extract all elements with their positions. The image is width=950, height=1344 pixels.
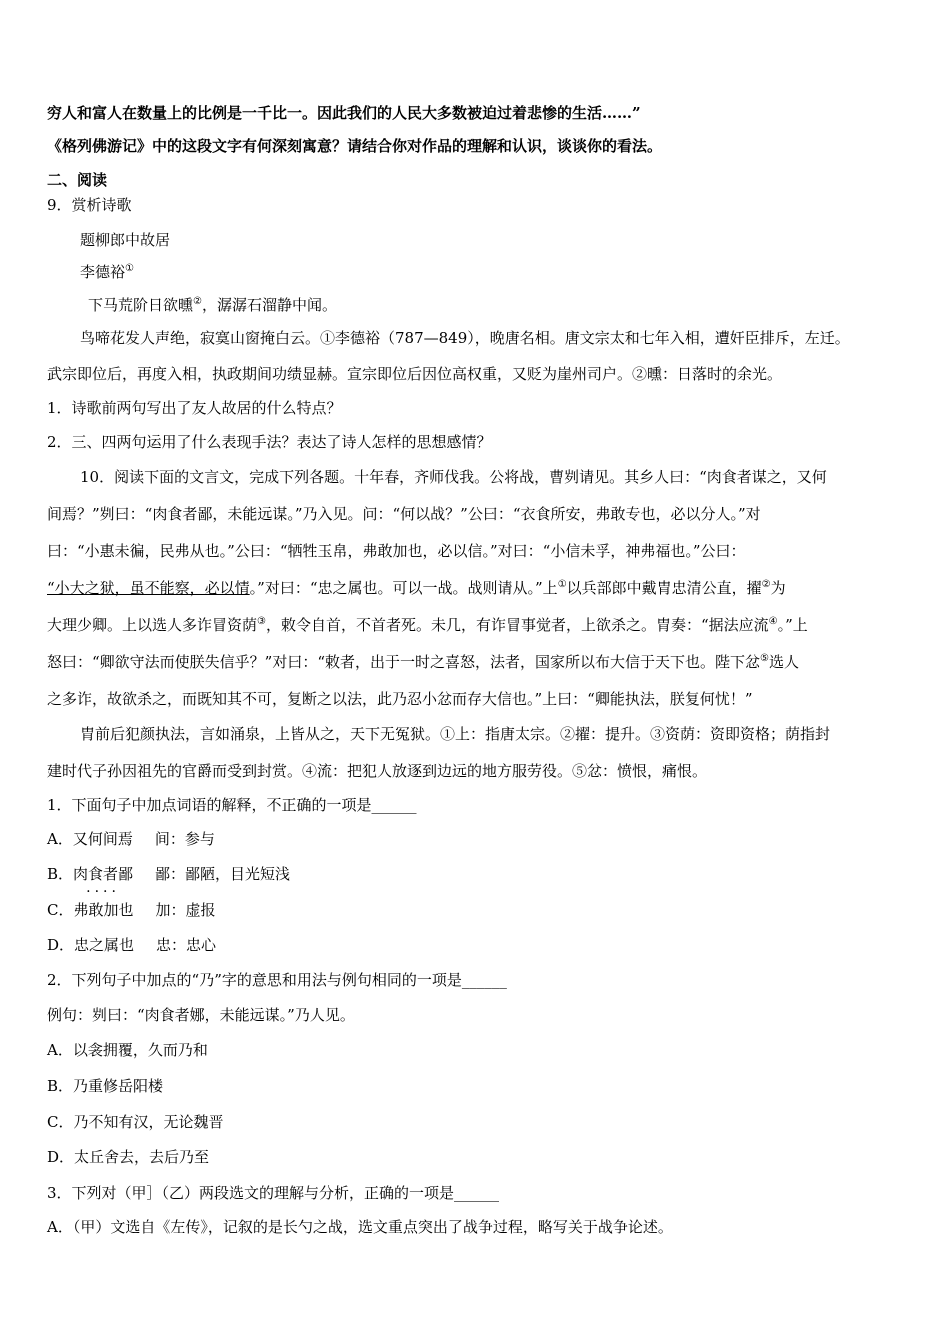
option-letter: A．	[47, 1041, 73, 1059]
q10-para-8: 胄前后犯颜执法，言如涌泉，上皆从之，天下无冤狱。①上：指唐太宗。②擢：提升。③资荫：资即资格；荫指封	[80, 725, 831, 743]
q10-para-5	[47, 615, 808, 635]
option-phrase: 肉食者鄙	[73, 865, 134, 883]
para-5-note-1: ③	[257, 616, 266, 627]
option-2a	[47, 1040, 208, 1060]
option-letter: C．	[47, 901, 74, 919]
option-letter: D．	[47, 936, 75, 954]
q9-sub2: 2．三、四两句运用了什么表现手法？表达了诗人怎样的思想感情？	[47, 433, 492, 451]
poem-note-continued: 武宗即位后，再度入相，执政期间功绩显赫。宣宗即位后因位高权重，又贬为崖州司户。②曛：日落时的余光。	[47, 365, 783, 383]
option-letter: A．	[47, 1218, 73, 1236]
emphasis-dots: ....	[86, 880, 120, 896]
para-4-end: 为	[770, 579, 786, 597]
para-6-note: ⑤	[760, 653, 769, 664]
option-text: 以衾拥覆，久而乃和	[72, 1041, 208, 1059]
para-4-note-2: ②	[761, 579, 771, 590]
underlined-sentence: “小大之狱，虽不能察，必以情	[47, 579, 250, 597]
q9-label: 9．赏析诗歌	[47, 196, 132, 214]
option-1d	[47, 935, 216, 955]
q10-sub1: 1．下面句子中加点词语的解释，不正确的一项是______	[47, 796, 417, 814]
para-5-b: ，敕令自首，不首者死。未几，有诈冒事觉者，上欲杀之。胄奏：“据法应流	[265, 616, 769, 634]
option-letter: D．	[47, 1148, 75, 1166]
option-text: 乃重修岳阳楼	[73, 1077, 164, 1095]
option-text: 乃不知有汉，无论魏晋	[73, 1113, 224, 1131]
option-letter: B．	[47, 865, 74, 883]
option-letter: C．	[47, 1113, 74, 1131]
para-5-c: 。”上	[777, 616, 808, 634]
para-5-note-2: ④	[768, 616, 778, 627]
option-gloss: 加：虚报	[155, 901, 216, 919]
option-2c	[47, 1112, 224, 1132]
example-sentence: 例句：刿曰：“肉食者娜，未能远谋。”乃人见。	[47, 1006, 355, 1024]
q10-para-7: 之多诈，故欲杀之，而既知其不可，复断之以法，此乃忍小忿而存大信也。”上曰：“卿能执法，朕复何忧！”	[47, 690, 753, 708]
para-4-a: 。”对曰：“忠之属也。可以一战。战则请从。”上	[249, 579, 558, 597]
para-4-b: 以兵部郎中戴胄忠清公直，擢	[566, 579, 762, 597]
option-phrase: 弗敢加也	[73, 901, 134, 919]
section-heading: 二、阅读	[47, 171, 108, 189]
para-6-b: 选人	[768, 653, 799, 671]
q10-sub2: 2．下列句子中加点的“乃”字的意思和用法与例句相同的一项是______	[47, 971, 507, 989]
q10-para-6	[47, 652, 799, 672]
para-5-a: 大理少卿。上以选人多诈冒资荫	[47, 616, 258, 634]
option-1a	[47, 829, 215, 849]
para-4-note-1: ①	[557, 579, 567, 590]
dotted-phrase	[73, 865, 134, 896]
option-letter: B．	[47, 1077, 74, 1095]
poem-verse-1	[88, 295, 337, 315]
poem-author	[80, 262, 134, 282]
option-gloss: 鄙：鄙陋，目光短浅	[155, 865, 291, 883]
poem-title: 题柳郎中故居	[80, 231, 171, 249]
verse-1-a: 下马荒阶日欲曛	[88, 296, 194, 314]
intro-line-1: 穷人和富人在数量上的比例是一千比一。因此我们的人民大多数被迫过着悲惨的生活……”	[47, 104, 641, 122]
intro-line-2: 《格列佛游记》中的这段文字有何深刻寓意？请结合你对作品的理解和认识，谈谈你的看法。	[47, 137, 663, 155]
option-1c	[47, 900, 216, 920]
q10-para-9: 建时代子孙因祖先的官爵而受到封赏。④流：把犯人放逐到边远的地方服劳役。⑤忿：愤恨，痛恨。	[47, 762, 708, 780]
author-name: 李德裕	[80, 263, 126, 281]
option-text: （甲）文选自《左传》，记叙的是长勺之战，选文重点突出了战争过程，略写关于战争论述。	[72, 1218, 673, 1236]
option-gloss: 间：参与	[154, 830, 215, 848]
q10-para-4	[47, 578, 786, 598]
q10-para-1: 10．阅读下面的文言文，完成下列各题。十年春，齐师伐我。公将战，曹刿请见。其乡人曰：“肉食者谋之，又何	[80, 468, 827, 486]
option-3a	[47, 1217, 673, 1237]
verse-1-note: ②	[193, 296, 202, 307]
option-2b	[47, 1076, 163, 1096]
option-phrase: 忠之属也	[74, 936, 135, 954]
verse-1-b: ，潺潺石溜静中闻。	[201, 296, 337, 314]
author-note: ①	[125, 263, 134, 274]
option-gloss: 忠：忠心	[156, 936, 217, 954]
option-text: 太丘舍去，去后乃至	[74, 1148, 210, 1166]
option-2d	[47, 1147, 209, 1167]
q10-sub3: 3．下列对（甲］（乙）两段选文的理解与分析，正确的一项是______	[47, 1184, 500, 1202]
q9-sub1: 1．诗歌前两句写出了友人故居的什么特点？	[47, 399, 342, 417]
para-6-a: 怒曰：“卿欲守法而使朕失信乎？”对曰：“敕者，出于一时之喜怒，法者，国家所以布大信于天下也。陛下忿	[47, 653, 761, 671]
option-letter: A．	[47, 830, 73, 848]
option-1b	[47, 864, 291, 896]
option-phrase: 又何间焉	[72, 830, 133, 848]
poem-verse-2: 鸟啼花发人声绝，寂寞山窗掩白云。①李德裕（787—849），晚唐名相。唐文宗太和七年入相，遭奸臣排斥，左迁。	[80, 329, 850, 347]
q10-para-2: 间焉？”刿曰：“肉食者鄙，未能远谋。”乃入见。问：“何以战？”公曰：“衣食所安，弗敢专也，必以分人。”对	[47, 505, 761, 523]
q10-para-3: 曰：“小惠未徧，民弗从也。”公曰：“牺牲玉帛，弗敢加也，必以信。”对曰：“小信未孚，神弗福也。”公曰：	[47, 542, 746, 560]
